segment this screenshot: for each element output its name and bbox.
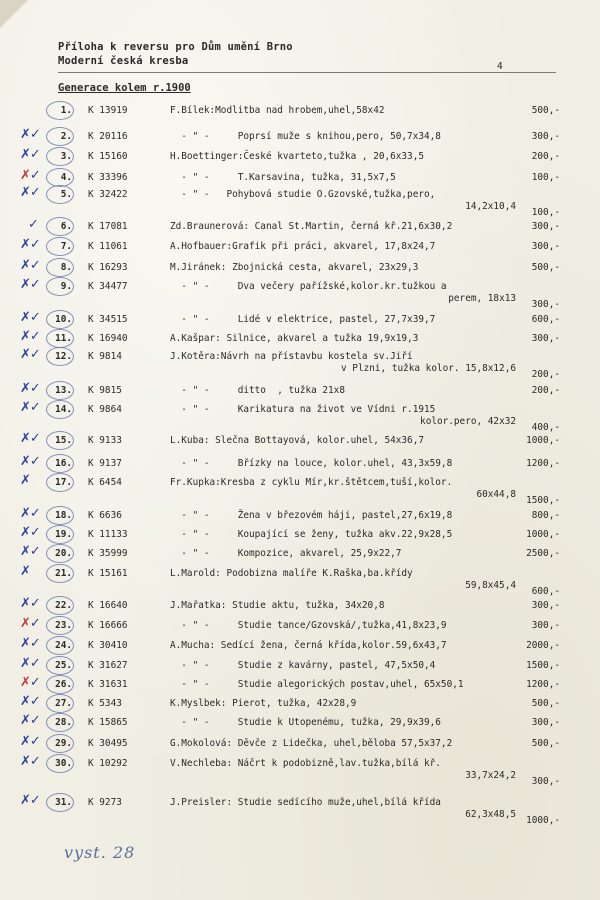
check-mark-icon: ✗✓ [20, 754, 41, 769]
item-price: 300,- [531, 333, 560, 344]
item-description: H.Boettinger:České kvarteto,tužka , 20,6x33,5 [170, 151, 424, 162]
item-number: 10. [55, 314, 72, 325]
item-price: 200,- [531, 151, 560, 162]
item-description: - " - Dva večery pařížské,kolor.kr.tužkou a [170, 281, 447, 292]
item-description-continued: 33,7x24,2 [465, 769, 516, 781]
item-description: - " - Břízky na louce, kolor.uhel, 43,3x59,8 [170, 458, 453, 469]
item-description: - " - Studie tance/Gzovská/,tužka,41,8x23,9 [170, 620, 447, 631]
inventory-number: K 16293 [88, 262, 128, 273]
item-description: J.Preisler: Studie sedícího muže,uhel,bílá křída [170, 797, 441, 808]
item-description: J.Kotěra:Návrh na přístavbu kostela sv.Jiří [170, 351, 413, 362]
item-description: - " - Pohybová studie O.Gzovské,tužka,pero, [170, 189, 436, 200]
item-price: 500,- [531, 262, 560, 273]
item-number: 11. [55, 333, 72, 344]
item-price: 300,- [531, 717, 560, 728]
item-number: 28. [55, 717, 72, 728]
inventory-number: K 31631 [88, 679, 128, 690]
check-mark-icon: ✗✓ [20, 127, 41, 142]
item-description: - " - T.Karsavina, tužka, 31,5x7,5 [170, 172, 396, 183]
item-description-continued: kolor.pero, 42x32 [420, 415, 516, 427]
check-mark-icon: ✗✓ [20, 258, 41, 273]
item-description: - " - Karikatura na život ve Vídni r.1915 [170, 404, 436, 415]
item-price: 400,- [531, 422, 560, 433]
inventory-number: K 9133 [88, 435, 122, 446]
inventory-number: K 11061 [88, 241, 128, 252]
item-number: 31. [55, 797, 72, 808]
item-number: 27. [55, 698, 72, 709]
item-price: 1200,- [526, 458, 560, 469]
item-price: 2000,- [526, 640, 560, 651]
inventory-number: K 15161 [88, 568, 128, 579]
inventory-number: K 9815 [88, 385, 122, 396]
item-description: G.Mokolová: Děvče z Lidečka, uhel,běloba 57,5x37,2 [170, 738, 453, 749]
item-price: 500,- [531, 738, 560, 749]
item-price: 600,- [531, 314, 560, 325]
check-mark-icon: ✗✓ [20, 734, 41, 749]
check-mark-icon: ✗✓ [20, 329, 41, 344]
item-description: - " - Kompozice, akvarel, 25,9x22,7 [170, 548, 402, 559]
item-price: 300,- [531, 776, 560, 787]
item-number: 29. [55, 738, 72, 749]
item-number: 15. [55, 435, 72, 446]
item-description: A.Hofbauer:Grafik při práci, akvarel, 17,8x24,7 [170, 241, 436, 252]
inventory-number: K 11133 [88, 529, 128, 540]
inventory-number: K 15160 [88, 151, 128, 162]
item-description: M.Jiránek: Zbojnická cesta, akvarel, 23x29,3 [170, 262, 419, 273]
inventory-number: K 9137 [88, 458, 122, 469]
item-description-continued: 62,3x48,5 [465, 808, 516, 820]
check-mark-icon: ✗✓ [20, 310, 41, 325]
item-description: - " - Studie alegorických postav,uhel, 65x50,1 [170, 679, 464, 690]
item-price: 2500,- [526, 548, 560, 559]
item-description: A.Mucha: Sedící žena, černá křída,kolor.59,6x43,7 [170, 640, 447, 651]
inventory-number: K 15865 [88, 717, 128, 728]
item-number: 14. [55, 404, 72, 415]
check-mark-icon: ✗✓ [20, 694, 41, 709]
check-mark-icon: ✗✓ [20, 400, 41, 415]
section-title: Generace kolem r.1900 [58, 82, 191, 94]
item-price: 300,- [531, 299, 560, 310]
item-number: 7. [60, 241, 72, 252]
item-description: K.Myslbek: Pierot, tužka, 42x28,9 [170, 698, 357, 709]
item-description: - " - Studie k Utopenému, tužka, 29,9x39,6 [170, 717, 441, 728]
inventory-number: K 6454 [88, 477, 122, 488]
item-number: 22. [55, 600, 72, 611]
item-price: 1000,- [526, 529, 560, 540]
item-description: Zd.Braunerová: Canal St.Martin, černá kř.21,6x30,2 [170, 221, 453, 232]
item-number: 1. [60, 105, 72, 116]
inventory-number: K 9814 [88, 351, 122, 362]
item-number: 3. [60, 151, 72, 162]
inventory-number: K 35999 [88, 548, 128, 559]
inventory-number: K 32422 [88, 189, 128, 200]
item-description-continued: 14,2x10,4 [465, 200, 516, 212]
item-description-continued: 59,8x45,4 [465, 579, 516, 591]
item-price: 600,- [531, 586, 560, 597]
check-mark-icon: ✗✓ [20, 185, 41, 200]
check-mark-icon: ✗✓ [20, 381, 41, 396]
check-mark-icon: ✗✓ [20, 616, 41, 631]
item-price: 300,- [531, 620, 560, 631]
item-number: 25. [55, 660, 72, 671]
inventory-number: K 34477 [88, 281, 128, 292]
check-mark-icon: ✗✓ [20, 525, 41, 540]
check-mark-icon: ✗✓ [20, 168, 41, 183]
item-number: 5. [60, 189, 72, 200]
header-line-2: Moderní česká kresba [58, 55, 189, 67]
item-description-continued: perem, 18x13 [448, 292, 516, 304]
item-number: 16. [55, 458, 72, 469]
item-number: 18. [55, 510, 72, 521]
item-price: 500,- [531, 105, 560, 116]
item-price: 300,- [531, 600, 560, 611]
item-number: 17. [55, 477, 72, 488]
check-mark-icon: ✗✓ [20, 237, 41, 252]
folded-corner [0, 0, 28, 28]
check-mark-icon: ✓ [28, 217, 39, 232]
page-number: 4 [497, 61, 503, 72]
item-number: 30. [55, 758, 72, 769]
item-description: L.Kuba: Slečna Bottayová, kolor.uhel, 54x36,7 [170, 435, 424, 446]
item-number: 19. [55, 529, 72, 540]
item-number: 13. [55, 385, 72, 396]
item-price: 200,- [531, 385, 560, 396]
inventory-number: K 31627 [88, 660, 128, 671]
item-description: A.Kašpar: Silnice, akvarel a tužka 19,9x19,3 [170, 333, 419, 344]
item-price: 500,- [531, 698, 560, 709]
check-mark-icon: ✗✓ [20, 636, 41, 651]
check-mark-icon: ✗✓ [20, 347, 41, 362]
item-price: 1500,- [526, 495, 560, 506]
item-description: - " - ditto , tužka 21x8 [170, 385, 345, 396]
item-price: 1200,- [526, 679, 560, 690]
check-mark-icon: ✗✓ [20, 431, 41, 446]
check-mark-icon: ✗✓ [20, 506, 41, 521]
inventory-number: K 10292 [88, 758, 128, 769]
item-number: 8. [60, 262, 72, 273]
inventory-number: K 34515 [88, 314, 128, 325]
item-description: - " - Poprsí muže s knihou,pero, 50,7x34,8 [170, 131, 441, 142]
inventory-number: K 16666 [88, 620, 128, 631]
check-mark-icon: ✗✓ [20, 675, 41, 690]
item-price: 1000,- [526, 815, 560, 826]
header-line-1: Příloha k reversu pro Dům umění Brno [58, 41, 293, 53]
item-number: 2. [60, 131, 72, 142]
item-description-continued: 60x44,8 [476, 488, 516, 500]
item-price: 200,- [531, 369, 560, 380]
check-mark-icon: ✗✓ [20, 147, 41, 162]
item-price: 1000,- [526, 435, 560, 446]
inventory-number: K 6636 [88, 510, 122, 521]
item-price: 300,- [531, 221, 560, 232]
item-price: 300,- [531, 131, 560, 142]
inventory-number: K 9864 [88, 404, 122, 415]
inventory-number: K 33396 [88, 172, 128, 183]
inventory-number: K 9273 [88, 797, 122, 808]
item-price: 300,- [531, 241, 560, 252]
check-mark-icon: ✗✓ [20, 793, 41, 808]
check-mark-icon: ✗✓ [20, 277, 41, 292]
inventory-number: K 17081 [88, 221, 128, 232]
item-description: L.Marold: Podobizna malíře K.Raška,ba.křídy [170, 568, 413, 579]
inventory-number: K 5343 [88, 698, 122, 709]
item-number: 9. [60, 281, 72, 292]
item-description: - " - Koupající se ženy, tužka akv.22,9x28,5 [170, 529, 453, 540]
item-description: Fr.Kupka:Kresba z cyklu Mír,kr.štětcem,tuší,kolor. [170, 477, 453, 488]
inventory-number: K 16640 [88, 600, 128, 611]
check-mark-icon: ✗✓ [20, 713, 41, 728]
item-number: 20. [55, 548, 72, 559]
check-mark-icon: ✗✓ [20, 656, 41, 671]
item-description: F.Bílek:Modlitba nad hrobem,uhel,58x42 [170, 105, 385, 116]
check-mark-icon: ✗✓ [20, 544, 41, 559]
check-mark-icon: ✗✓ [20, 596, 41, 611]
item-number: 26. [55, 679, 72, 690]
item-number: 24. [55, 640, 72, 651]
inventory-number: K 30495 [88, 738, 128, 749]
check-mark-icon: ✗ [20, 564, 31, 579]
check-mark-icon: ✗✓ [20, 454, 41, 469]
check-mark-icon: ✗ [20, 473, 31, 488]
item-price: 100,- [531, 207, 560, 218]
item-number: 21. [55, 568, 72, 579]
item-number: 4. [60, 172, 72, 183]
item-number: 6. [60, 221, 72, 232]
header-rule [58, 72, 556, 73]
item-description: V.Nechleba: Náčrt k podobizně,lav.tužka,bílá kř. [170, 758, 441, 769]
item-description: - " - Studie z kavárny, pastel, 47,5x50,4 [170, 660, 436, 671]
item-description: - " - Žena v březovém háji, pastel,27,6x19,8 [170, 510, 453, 521]
item-price: 800,- [531, 510, 560, 521]
item-description: J.Mařatka: Studie aktu, tužka, 34x20,8 [170, 600, 385, 611]
item-price: 1500,- [526, 660, 560, 671]
item-description-continued: v Plzni, tužka kolor. 15,8x12,6 [341, 362, 516, 374]
inventory-number: K 16940 [88, 333, 128, 344]
item-number: 12. [55, 351, 72, 362]
item-number: 23. [55, 620, 72, 631]
inventory-number: K 30410 [88, 640, 128, 651]
handwritten-note: vyst. 28 [64, 843, 136, 862]
inventory-number: K 20116 [88, 131, 128, 142]
item-description: - " - Lidé v elektrice, pastel, 27,7x39,7 [170, 314, 436, 325]
item-price: 100,- [531, 172, 560, 183]
inventory-number: K 13919 [88, 105, 128, 116]
